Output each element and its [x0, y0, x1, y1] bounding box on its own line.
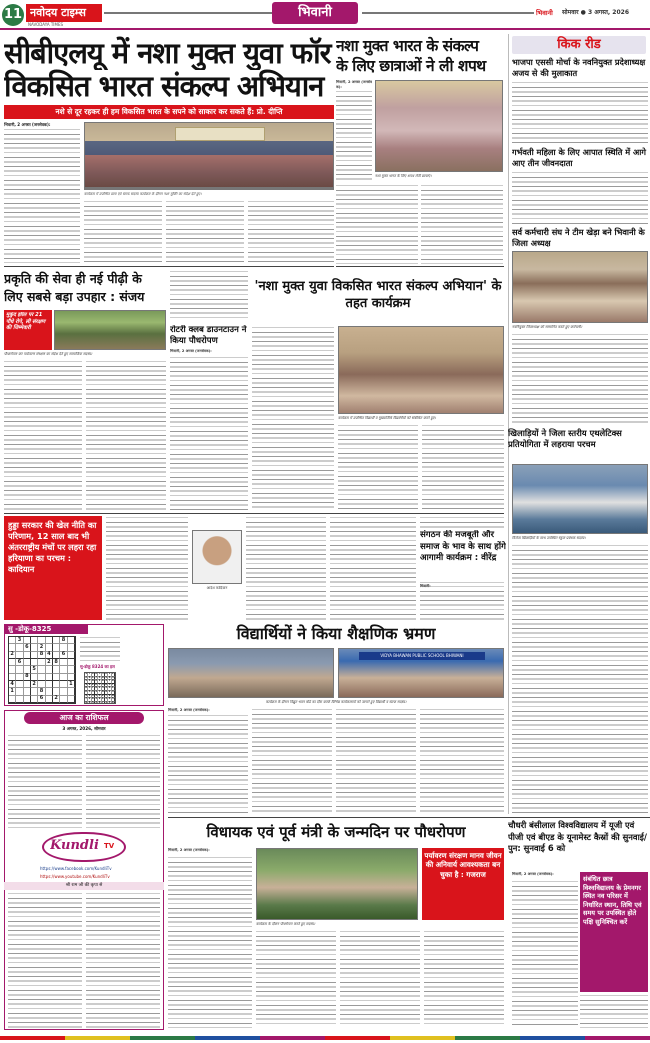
sudoku-cell: 6 [38, 696, 45, 703]
kick-item3-headline: सर्व कर्मचारी संघ ने टीम खेड़ा बने भिवानी के जिला अध्यक्ष [512, 227, 645, 248]
kick-item1-headline: भाजपा एससी मोर्चा के नवनियुक्त प्रदेशाध्यक्ष अजय से की मुलाकात [512, 57, 646, 78]
khel-body-col-1 [106, 516, 188, 620]
sudoku-cell [68, 652, 75, 659]
sudoku-cell: 3 [85, 693, 88, 697]
sudoku-cell: 4 [91, 693, 94, 697]
abhiyan-caption: कार्यक्रम में उपस्थित विद्यार्थी व मुख्यातिथि विद्यार्थियों को संबोधित करते हुए। [338, 416, 436, 420]
kick-item3-caption: नवनियुक्त जिलाध्यक्ष को सम्मानित करते हुए कर्मचारी। [512, 325, 583, 329]
masthead: नवोदय टाइम्स [30, 6, 86, 19]
sudoku-cell [68, 696, 75, 703]
sudoku-cell [53, 652, 60, 659]
sudoku-cell [68, 644, 75, 651]
sudoku-cell [24, 696, 31, 703]
header-bottom-rule [0, 28, 650, 30]
rotary-headline: रोटरी क्लब डाउनटाउन ने किया पौधरोपण [170, 325, 247, 346]
sudoku-cell: 6 [88, 675, 91, 679]
sudoku-cell: 8 [53, 659, 60, 666]
sudoku-cell: 8 [105, 682, 108, 686]
sudoku-cell: 6 [95, 682, 98, 686]
lead-body-col-4 [248, 200, 334, 263]
sudoku-sol-grid [84, 672, 116, 704]
shapath-headline-1: नशा मुक्त भारत के संकल्प [336, 37, 479, 55]
sudoku-cell: 6 [85, 689, 88, 693]
sudoku-cell: 7 [111, 682, 114, 686]
sudoku-cell: 1 [105, 700, 108, 704]
abhiyan-body-col-3 [422, 424, 504, 510]
sudoku-cell: 3 [101, 672, 104, 675]
sudoku-cell: 2 [31, 681, 38, 688]
lower-divider [168, 817, 650, 818]
sudoku-cell [16, 681, 23, 688]
sudoku-cell: 2 [98, 686, 101, 690]
sudoku-cell: 4 [95, 697, 98, 701]
lead-dateline: भिवानी, 2 अगस्त (जनसेवक): [4, 122, 51, 127]
sudoku-solution-grid [120, 636, 162, 662]
abhiyan-body-col-2 [338, 424, 418, 510]
masthead-sub: NAVODAYA TIMES [28, 22, 64, 27]
sudoku-cell [60, 674, 67, 681]
sudoku-cell: 9 [85, 700, 88, 704]
bhraman-body-col-4 [420, 708, 504, 814]
sudoku-cell: 4 [101, 682, 104, 686]
sudoku-cell: 3 [98, 682, 101, 686]
sudoku-cell [68, 688, 75, 695]
sudoku-instructions [80, 636, 120, 662]
sudoku-cell [53, 666, 60, 673]
shapath-caption: नशा मुक्त भारत के लिए शपथ लेती छात्राएं। [375, 174, 432, 178]
rotary-dateline: भिवानी, 2 अगस्त (जनसेवक): [170, 349, 212, 353]
sudoku-cell: 1 [108, 672, 111, 675]
ugc-box-text: संबंधित छात्र विश्वविद्यालय के प्रेमनगर स्थित नव परिसर में निर्धारित स्थान, तिथि एवं समय पर उपस्थित होते पक्षि सुनिश्चित करें [583, 875, 642, 926]
vidhayak-body-col-3 [340, 930, 420, 1028]
sudoku-cell: 8 [60, 637, 67, 644]
sudoku-cell: 2 [101, 693, 104, 697]
sudoku-cell [68, 674, 75, 681]
sudoku-cell: 8 [38, 652, 45, 659]
prakriti-headline-1: प्रकृति की सेवा ही नई पीढ़ी के [4, 271, 142, 286]
page-header [0, 0, 650, 30]
sudoku-cell: 1 [68, 681, 75, 688]
lead-body-col-2 [84, 200, 162, 263]
middle-divider [4, 513, 504, 514]
sudoku-cell: 6 [60, 652, 67, 659]
rashifal-title-bar [24, 712, 144, 724]
abhiyan-body-col-1 [252, 326, 334, 510]
header-rule-left [104, 12, 274, 14]
sudoku-cell: 5 [85, 679, 88, 683]
sudoku-cell: 1 [9, 688, 16, 695]
sudoku-cell: 5 [101, 686, 104, 690]
prakriti-body-col-1 [4, 360, 82, 510]
sudoku-cell [16, 674, 23, 681]
sudoku-cell: 1 [91, 675, 94, 679]
khiladi-body [512, 544, 648, 814]
sudoku-cell: 8 [38, 688, 45, 695]
sudoku-cell: 8 [85, 686, 88, 690]
rotary-top-body [170, 270, 248, 322]
sudoku-cell [16, 652, 23, 659]
sudoku-cell [60, 681, 67, 688]
sudoku-cell [9, 659, 16, 666]
rashifal-footer: श्री राम जी की कृपा से [4, 882, 164, 890]
sudoku-cell [16, 688, 23, 695]
vidhayak-caption: कार्यक्रम के दौरान पौधरोपण करते हुए सदस्य। [256, 922, 316, 926]
sudoku-cell: 1 [101, 697, 104, 701]
sudoku-cell: 1 [95, 689, 98, 693]
sudoku-cell: 3 [95, 700, 98, 704]
lead-photo [84, 122, 334, 188]
bhraman-body-col-3 [336, 708, 416, 814]
sudoku-cell: 8 [101, 689, 104, 693]
shapath-dateline: भिवानी, 2 अगस्त (जनसेवक): [336, 80, 372, 89]
sudoku-cell: 8 [108, 675, 111, 679]
khiladi-caption: विजेता खिलाड़ियों के साथ उपस्थित स्कूल प्रबंधक सदस्य। [512, 536, 586, 540]
sudoku-cell [38, 666, 45, 673]
rotary-body [170, 356, 248, 510]
sudoku-cell: 5 [98, 672, 101, 675]
sudoku-cell: 6 [111, 700, 114, 704]
sudoku-cell: 3 [91, 689, 94, 693]
sudoku-cell: 6 [101, 679, 104, 683]
rashifal-col-3 [8, 892, 82, 1028]
sudoku-cell: 3 [88, 679, 91, 683]
sudoku-cell [16, 644, 23, 651]
lead-photo-2 [84, 188, 334, 190]
sudoku-cell [31, 674, 38, 681]
edition-name: भिवानी [536, 9, 553, 17]
sudoku-cell: 9 [105, 689, 108, 693]
shapath-body-col-3 [421, 184, 503, 264]
kundli-logo-circle [42, 832, 126, 862]
sudoku-cell: 7 [91, 686, 94, 690]
sudoku-cell: 9 [111, 679, 114, 683]
sudoku-cell: 2 [38, 644, 45, 651]
sudoku-cell: 9 [91, 672, 94, 675]
sudoku-cell: 8 [24, 674, 31, 681]
vidhayak-box-text: पर्यावरण संरक्षण मानव जीवन की अनिवार्य आवश्यकता बन चुका है : गजराज [424, 851, 502, 879]
ugc-headline: चौधरी बंसीलाल विश्वविद्यालय में यूजी एवं पीजी एवं बीएड के यूनामेस्ट कैस्रों की सुनवाई/पुन: सुनवाई 6 को [508, 820, 647, 853]
lead-body-col-3 [166, 200, 244, 263]
sudoku-cell: 7 [101, 700, 104, 704]
section-label-box [272, 2, 358, 24]
sudoku-cell: 4 [46, 652, 53, 659]
sudoku-cell: 5 [111, 697, 114, 701]
abhiyan-photo [338, 326, 504, 414]
sudoku-cell: 6 [24, 644, 31, 651]
sudoku-cell [16, 696, 23, 703]
kundli-yt-link[interactable]: https://www.youtube.com/KundliTv [40, 874, 110, 879]
sudoku-cell: 2 [111, 672, 114, 675]
rashifal-date: 3 अगस्त, 2026, सोमवार [62, 726, 106, 731]
masthead-box [26, 4, 102, 22]
prakriti-photo [54, 310, 166, 350]
sudoku-cell: 9 [101, 675, 104, 679]
sudoku-cell: 1 [88, 693, 91, 697]
page-number: 11 [2, 4, 24, 26]
section-label: भिवानी [298, 5, 332, 20]
bhraman-body-col-1 [168, 714, 248, 814]
sudoku-cell [53, 644, 60, 651]
vidhayak-headline: विधायक एवं पूर्व मंत्री के जन्मदिन पर पौधरोपण [206, 823, 466, 841]
kick-item2-body [512, 171, 648, 225]
ugc-body-col-2 [580, 994, 648, 1028]
sudoku-cell: 2 [88, 697, 91, 701]
bhraman-photo-2 [338, 648, 504, 698]
sudoku-cell: 2 [91, 682, 94, 686]
sudoku-cell: 8 [98, 700, 101, 704]
sudoku-cell [60, 696, 67, 703]
bhraman-photo-banner: VIDYA BHAWAN PUBLIC SCHOOL BHIWANI [359, 652, 485, 660]
bhraman-dateline: भिवानी, 2 अगस्त (जनसेवक): [168, 708, 210, 712]
sudoku-cell [68, 666, 75, 673]
sudoku-cell: 1 [111, 686, 114, 690]
rashifal-col-4 [86, 892, 160, 1028]
ugc-body-col-1 [512, 880, 578, 1028]
abhiyan-headline: 'नशा मुक्त युवा विकसित भारत संकल्प अभियान' के तहत कार्यक्रम [252, 270, 504, 322]
sudoku-cell [68, 659, 75, 666]
sudoku-cell: 4 [98, 675, 101, 679]
prakriti-caption: पौधारोपण कर पर्यावरण संरक्षण का संदेश देते हुए सामाजिक सदस्य। [4, 352, 93, 356]
sudoku-cell: 4 [108, 700, 111, 704]
khel-person: आदेश कादियान [206, 586, 228, 590]
rotary-col-1-body [170, 270, 248, 322]
kick-read-title-box [512, 36, 646, 54]
sudoku-cell [53, 681, 60, 688]
vidhayak-body-col-2 [256, 930, 336, 1028]
bhraman-photo-1 [168, 648, 334, 698]
sudoku-cell: 5 [108, 682, 111, 686]
kick-read-title: किक रीड [557, 37, 601, 52]
sudoku-cell: 7 [108, 679, 111, 683]
khiladi-photo [512, 464, 648, 534]
prakriti-body-col-2 [86, 360, 166, 510]
sudoku-cell [31, 688, 38, 695]
sudoku-cell: 7 [85, 697, 88, 701]
sudoku-cell: 5 [105, 675, 108, 679]
sudoku-cell [53, 637, 60, 644]
sudoku-cell [38, 674, 45, 681]
sudoku-cell [60, 688, 67, 695]
khiladi-headline: खिलाड़ियों ने जिला स्तरीय एथलेटिक्स प्रतियोगिता में लहराया परचम [508, 428, 622, 449]
vidhayak-photo [256, 848, 418, 920]
sudoku-cell [53, 674, 60, 681]
sudoku-cell: 4 [85, 672, 88, 675]
rashifal-title: आज का राशिफल [59, 713, 109, 722]
sudoku-cell: 5 [88, 689, 91, 693]
rashifal-col-2 [86, 734, 160, 830]
sudoku-cell [60, 666, 67, 673]
sudoku-cell: 1 [85, 682, 88, 686]
prakriti-box-text: मुकुंद झील पर 21 पौधे रोपे, ली संरक्षण की जिम्मेवारी [6, 312, 46, 332]
sudoku-cell: 8 [95, 672, 98, 675]
lead-headline-2: विकसित भारत संकल्प अभियान [4, 69, 324, 103]
footer-rule [0, 1032, 650, 1043]
sudoku-cell [60, 659, 67, 666]
sudoku-cell: 6 [98, 693, 101, 697]
sudoku-cell [16, 666, 23, 673]
kick-item1-body [512, 81, 648, 145]
rashifal-col-1 [8, 734, 82, 830]
sudoku-cell: 6 [105, 672, 108, 675]
sudoku-cell: 6 [108, 686, 111, 690]
kick-item2-headline: गर्भवती महिला के लिए आपात स्थिति में आगे आए तीन जीवनदाता [512, 147, 647, 168]
shapath-divider [336, 266, 504, 267]
sudoku-cell: 7 [98, 689, 101, 693]
sudoku-cell [31, 637, 38, 644]
sudoku-cell: 4 [105, 679, 108, 683]
ugc-dateline: भिवानी, 2 अगस्त (जनसेवक): [512, 872, 554, 876]
sudoku-cell [46, 681, 53, 688]
khel-body-col-3 [330, 516, 416, 620]
sudoku-cell: 5 [95, 693, 98, 697]
bhraman-headline: विद्यार्थियों ने किया शैक्षणिक भ्रमण [236, 624, 436, 643]
sudoku-cell: 9 [88, 682, 91, 686]
bhraman-caption: कार्यक्रम के दौरान विद्युत भवन बोर्ड का दौरा करके विभिन्न कार्यकलापों को जानते हुए विद्यार्थी व स्टाफ सदस्य। [265, 700, 407, 704]
sangathan-dateline: भिवानी: [420, 584, 431, 588]
vidhayak-dateline: भिवानी, 2 अगस्त (जनसेवक): [168, 848, 210, 852]
sudoku-cell [46, 696, 53, 703]
khel-quote: हुड्डा सरकार की खेल नीति का परिणाम, 12 साल बाद भी अंतरराष्ट्रीय मंचों पर लहरा रहा हरियाणा का परचम : कादियान [8, 520, 97, 574]
sudoku-cell: 9 [108, 693, 111, 697]
sudoku-cell [24, 681, 31, 688]
sudoku-cell: 2 [108, 689, 111, 693]
shapath-photo [375, 80, 503, 172]
sudoku-cell [31, 652, 38, 659]
sudoku-cell [9, 666, 16, 673]
sudoku-cell [9, 637, 16, 644]
sudoku-cell: 2 [85, 675, 88, 679]
sudoku-cell [31, 696, 38, 703]
sangathan-headline: संगठन की मजबूती और समाज के भाव के साथ होंगे आगामी कार्यक्रम : वीरेंद्र [420, 530, 506, 582]
sudoku-cell: 8 [108, 697, 111, 701]
sudoku-cell [68, 637, 75, 644]
sudoku-cell: 4 [9, 681, 16, 688]
sudoku-cell: 2 [53, 696, 60, 703]
sudoku-cell: 3 [111, 675, 114, 679]
sudoku-cell: 7 [95, 675, 98, 679]
sudoku-cell: 8 [88, 700, 91, 704]
shapath-headline-2: के लिए छात्राओं ने ली शपथ [336, 57, 486, 75]
sudoku-cell [24, 652, 31, 659]
edition-date: सोमवार ● 3 अगस्त, 2026 [562, 9, 630, 16]
lead-photo-banner [175, 127, 265, 141]
footer-color-bar [0, 1036, 650, 1040]
lead-body-col-1 [4, 128, 80, 263]
sudoku-cell [31, 644, 38, 651]
sudoku-cell: 7 [88, 672, 91, 675]
lead-headline-1: सीबीएलयू में नशा मुक्त युवा फॉर [4, 36, 331, 70]
sudoku-cell: 5 [91, 700, 94, 704]
sudoku-cell: 3 [105, 686, 108, 690]
shapath-body-col-2 [336, 184, 418, 264]
sudoku-cell: 4 [88, 686, 91, 690]
vidhayak-body-col-4 [424, 930, 504, 1028]
sudoku-cell [46, 688, 53, 695]
sudoku-cell: 3 [105, 697, 108, 701]
sudoku-sol-title: सु-डोकू 8324 का हल [80, 664, 115, 669]
prakriti-headline-2: लिए सबसे बड़ा उपहार : संजय [4, 289, 145, 304]
sudoku-cell [24, 659, 31, 666]
sudoku-cell [46, 674, 53, 681]
sudoku-title-bar [4, 624, 88, 634]
sudoku-cell: 7 [105, 693, 108, 697]
sudoku-cell [9, 696, 16, 703]
sudoku-cell: 1 [98, 679, 101, 683]
sudoku-cell [9, 674, 16, 681]
sudoku-cell: 6 [91, 697, 94, 701]
sudoku-cell: 8 [91, 679, 94, 683]
sudoku-cell [46, 666, 53, 673]
kundli-fb-link[interactable]: https://www.facebook.com/KundliTv [40, 866, 112, 871]
sudoku-title: सु -डोकू-8325 [8, 625, 52, 633]
bhraman-body-col-2 [252, 708, 332, 814]
sudoku-cell: 9 [98, 697, 101, 701]
shapath-body-col-1 [336, 90, 372, 182]
header-rule-right [362, 12, 534, 14]
sudoku-cell: 9 [95, 686, 98, 690]
sudoku-cell [46, 637, 53, 644]
khel-body-col-2 [246, 516, 326, 620]
sudoku-cell: 8 [111, 693, 114, 697]
sudoku-cell: 2 [95, 679, 98, 683]
kick-item3-photo [512, 251, 648, 323]
sudoku-grid [8, 636, 76, 704]
sudoku-cell [38, 659, 45, 666]
lead-caption: कार्यक्रम में उपस्थित छात्र एवं स्टाफ सदस्य कार्यक्रम के दौरान नशा मुक्ति का संदेश देते हुए। [84, 192, 202, 196]
lead-divider [4, 266, 334, 267]
lead-strap: नशे से दूर रहकर ही हम विकसित भारत के सपने को साकार कर सकते हैं: प्रो. दीप्ति [4, 105, 334, 119]
sudoku-cell [24, 688, 31, 695]
sudoku-cell: 5 [31, 666, 38, 673]
sudoku-cell: 6 [16, 659, 23, 666]
sudoku-cell: 2 [46, 659, 53, 666]
sudoku-cell: 3 [16, 637, 23, 644]
sudoku-cell: 2 [9, 652, 16, 659]
sudoku-cell: 4 [111, 689, 114, 693]
khel-portrait [192, 530, 242, 584]
kundli-logo-sub: TV [104, 842, 115, 850]
kick-item3-body [512, 333, 648, 425]
vidhayak-body-col-1 [168, 856, 252, 1028]
kundli-logo: Kundli [50, 838, 99, 853]
